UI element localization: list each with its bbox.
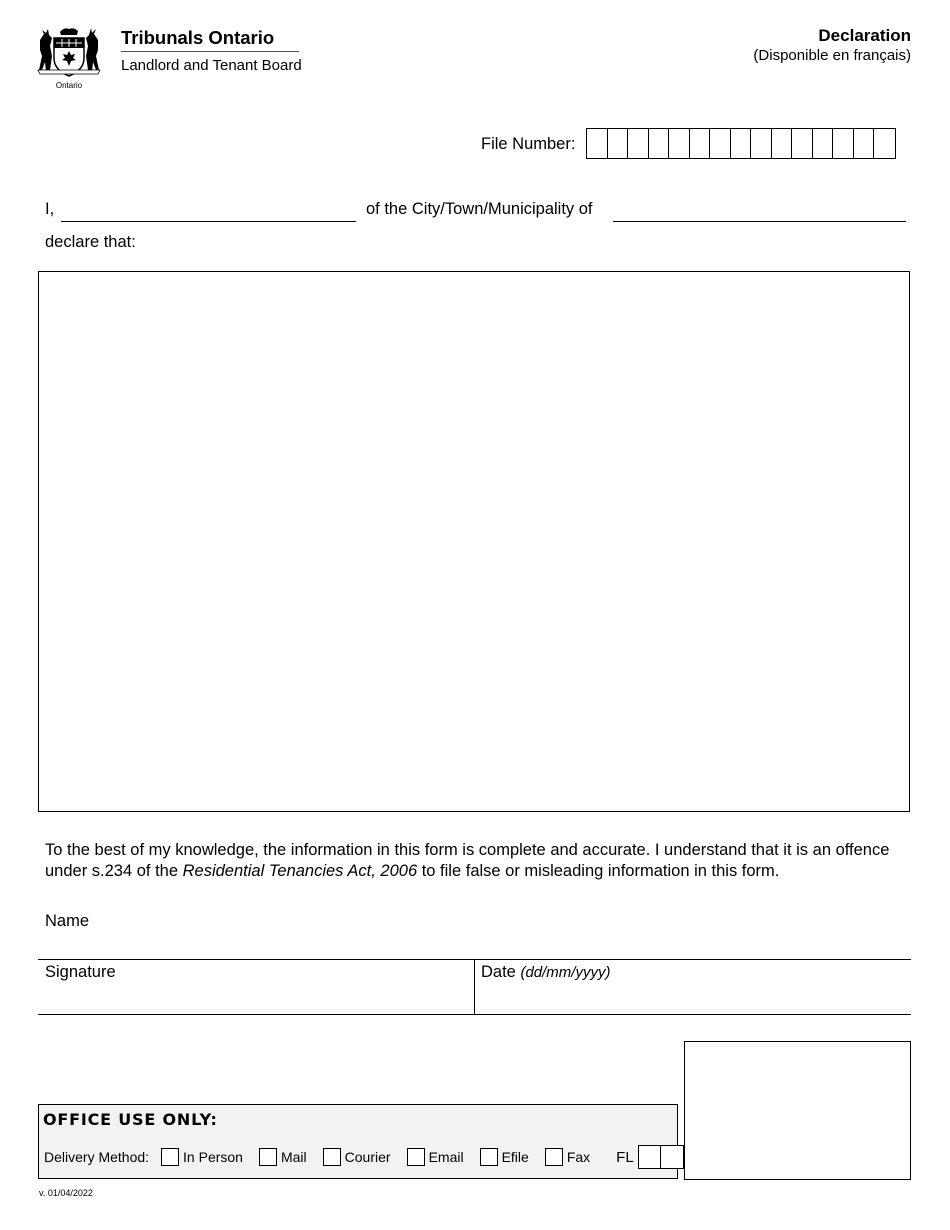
file-number-label: File Number: bbox=[481, 135, 576, 153]
file-number-digit-box[interactable] bbox=[669, 129, 690, 158]
efile-checkbox[interactable] bbox=[480, 1148, 498, 1166]
file-number-input[interactable] bbox=[586, 128, 896, 159]
signature-field[interactable] bbox=[45, 980, 473, 1013]
option-label: Courier bbox=[344, 1149, 391, 1165]
file-number-digit-box[interactable] bbox=[772, 129, 793, 158]
fl-box[interactable] bbox=[639, 1146, 661, 1168]
declaration-text-area[interactable] bbox=[38, 271, 910, 812]
file-number-digit-box[interactable] bbox=[792, 129, 813, 158]
date-field[interactable] bbox=[478, 980, 908, 1013]
file-number-digit-box[interactable] bbox=[874, 129, 895, 158]
declarant-name-field[interactable] bbox=[61, 221, 356, 222]
option-label: Email bbox=[428, 1149, 464, 1165]
option-label: Fax bbox=[566, 1149, 591, 1165]
date-label: Date bbox=[481, 963, 516, 981]
courier-checkbox[interactable] bbox=[323, 1148, 341, 1166]
signature-label: Signature bbox=[45, 963, 116, 981]
fax-checkbox[interactable] bbox=[545, 1148, 563, 1166]
document-title: Declaration bbox=[818, 26, 911, 45]
option-label: Mail bbox=[280, 1149, 307, 1165]
file-number-digit-box[interactable] bbox=[854, 129, 875, 158]
delivery-option-courier[interactable] bbox=[323, 1148, 391, 1166]
file-number-digit-box[interactable] bbox=[710, 129, 731, 158]
file-number-digit-box[interactable] bbox=[587, 129, 608, 158]
name-label: Name bbox=[45, 912, 90, 930]
delivery-option-fax[interactable] bbox=[545, 1148, 590, 1166]
office-stamp-box bbox=[684, 1041, 911, 1180]
delivery-option-mail[interactable] bbox=[259, 1148, 307, 1166]
file-number-digit-box[interactable] bbox=[731, 129, 752, 158]
in-person-checkbox[interactable] bbox=[161, 1148, 179, 1166]
declarant-prefix: I, bbox=[45, 200, 55, 218]
file-number-digit-box[interactable] bbox=[813, 129, 834, 158]
option-label: Efile bbox=[501, 1149, 529, 1165]
org-name: Tribunals Ontario bbox=[121, 27, 275, 48]
email-checkbox[interactable] bbox=[407, 1148, 425, 1166]
file-number-digit-box[interactable] bbox=[833, 129, 854, 158]
date-format-hint: (dd/mm/yyyy) bbox=[520, 964, 611, 981]
act-name: Residential Tenancies Act, 2006 bbox=[182, 861, 418, 880]
fl-input[interactable] bbox=[638, 1145, 684, 1169]
statement-part-1: To the best of my knowledge, the information in this form is complete and accurate. I understand that it is an offence under s.234 of the bbox=[45, 841, 890, 880]
statement-part-2: to file false or misleading information in this form. bbox=[417, 861, 780, 880]
delivery-option-efile[interactable] bbox=[480, 1148, 529, 1166]
file-number-digit-box[interactable] bbox=[649, 129, 670, 158]
fl-box[interactable] bbox=[661, 1146, 683, 1168]
form-version: v. 01/04/2022 bbox=[39, 1188, 93, 1198]
file-number-digit-box[interactable] bbox=[608, 129, 629, 158]
accuracy-statement bbox=[45, 840, 915, 881]
office-use-title: OFFICE USE ONLY: bbox=[43, 1110, 218, 1129]
logo-caption: Ontario bbox=[55, 81, 83, 90]
mail-checkbox[interactable] bbox=[259, 1148, 277, 1166]
delivery-option-in-person[interactable] bbox=[161, 1148, 243, 1166]
org-subtitle: Landlord and Tenant Board bbox=[121, 57, 302, 74]
delivery-method-label: Delivery Method: bbox=[44, 1149, 150, 1165]
french-availability: (Disponible en français) bbox=[753, 47, 911, 64]
file-number-digit-box[interactable] bbox=[628, 129, 649, 158]
file-number-digit-box[interactable] bbox=[751, 129, 772, 158]
option-label: In Person bbox=[183, 1149, 243, 1165]
fl-label: FL bbox=[616, 1148, 634, 1166]
file-number-digit-box[interactable] bbox=[690, 129, 711, 158]
city-label: of the City/Town/Municipality of bbox=[366, 200, 593, 218]
declare-that-label: declare that: bbox=[45, 233, 136, 251]
org-divider bbox=[121, 51, 299, 52]
delivery-method-row bbox=[44, 1146, 684, 1168]
delivery-option-email[interactable] bbox=[407, 1148, 464, 1166]
signature-date-divider bbox=[474, 960, 475, 1015]
city-field[interactable] bbox=[613, 221, 906, 222]
